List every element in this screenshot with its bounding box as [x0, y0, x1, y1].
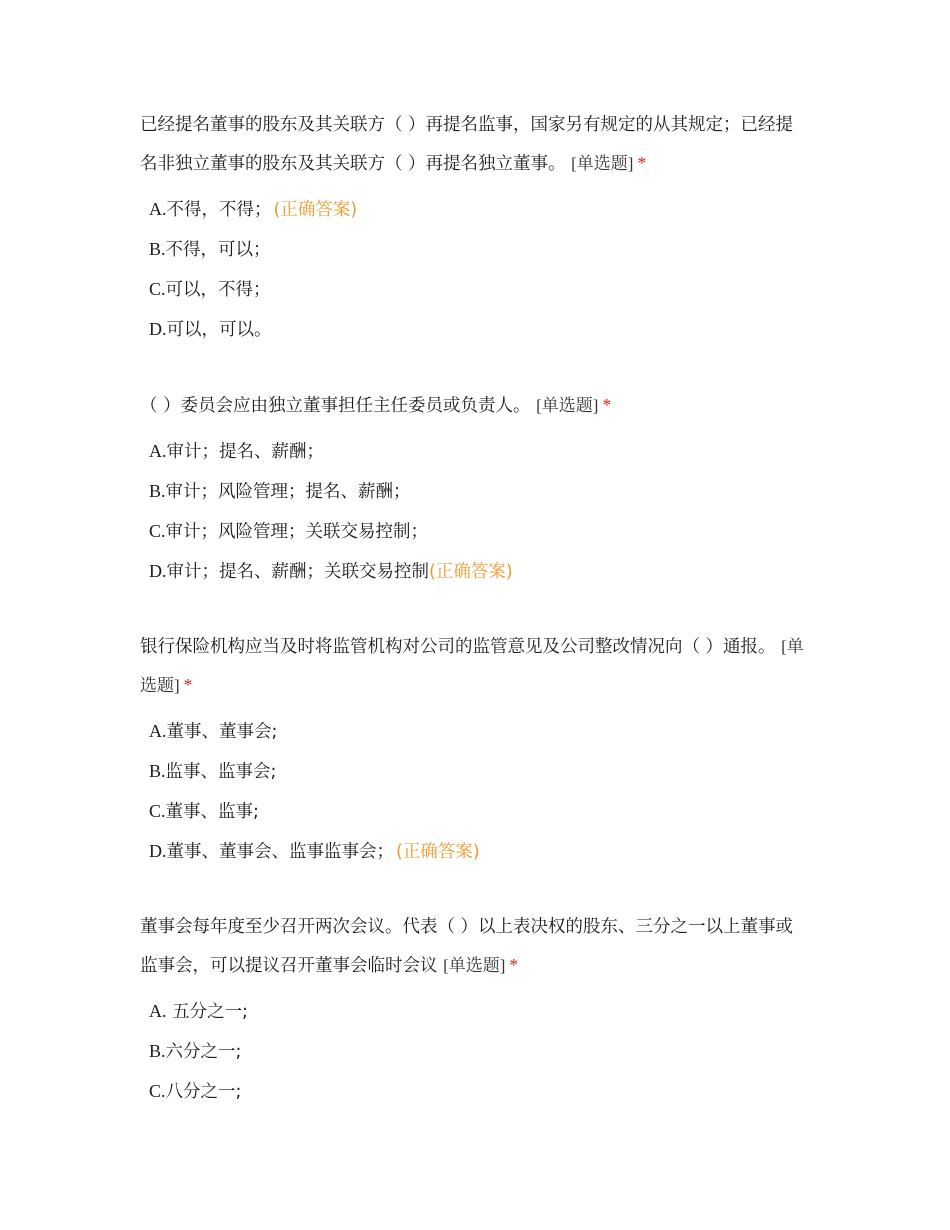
option-text: 审计；提名、薪酬；	[166, 442, 324, 462]
option-d[interactable]	[149, 551, 805, 591]
option-letter: A.	[149, 721, 167, 741]
question-type-tag: [单选题]	[140, 637, 804, 695]
option-d[interactable]	[149, 831, 805, 871]
option-d[interactable]	[149, 309, 805, 349]
question-text	[140, 628, 805, 705]
question-type-tag: [单选题]	[571, 154, 634, 173]
option-letter: C.	[149, 521, 166, 541]
option-text: 不得，可以；	[165, 240, 271, 260]
option-text: 八分之一;	[165, 1082, 242, 1102]
required-marker: *	[602, 395, 612, 415]
question-4	[140, 908, 805, 1111]
option-a[interactable]	[149, 431, 805, 471]
correct-answer-mark: (正确答案)	[429, 562, 513, 582]
option-text: 监事、监事会;	[165, 762, 277, 782]
required-marker: *	[637, 153, 647, 173]
option-letter: D.	[149, 319, 167, 339]
question-2	[140, 386, 805, 591]
correct-answer-mark: (正确答案)	[396, 842, 480, 862]
option-letter: D.	[149, 841, 167, 861]
option-list	[140, 431, 805, 591]
option-letter: A.	[149, 199, 167, 219]
option-text: 董事、董事会、监事监事会；	[166, 842, 394, 862]
option-b[interactable]	[149, 229, 805, 269]
option-text: 审计；提名、薪酬；关联交易控制	[166, 562, 429, 582]
option-letter: D.	[149, 561, 167, 581]
option-b[interactable]	[149, 471, 805, 511]
option-text: 审计；风险管理；关联交易控制；	[165, 522, 429, 542]
option-list	[140, 711, 805, 871]
option-letter: C.	[149, 1081, 166, 1101]
option-letter: A.	[149, 441, 167, 461]
question-text	[140, 908, 805, 985]
option-b[interactable]	[149, 751, 805, 791]
option-list	[140, 991, 805, 1111]
option-letter: B.	[149, 1041, 166, 1061]
question-text	[140, 106, 805, 183]
required-marker: *	[509, 955, 519, 975]
option-a[interactable]	[149, 189, 805, 229]
required-marker: *	[183, 675, 193, 695]
option-text: 董事、董事会;	[166, 722, 278, 742]
option-b[interactable]	[149, 1031, 805, 1071]
option-text: 可以，不得；	[165, 280, 271, 300]
option-a[interactable]	[149, 711, 805, 751]
option-c[interactable]	[149, 511, 805, 551]
option-text: 五分之一;	[166, 1002, 248, 1022]
question-stem: 已经提名董事的股东及其关联方（ ）再提名监事，国家另有规定的从其规定；已经提名非独立董事的股东及其关联方（ ）再提名独立董事。	[140, 115, 794, 174]
option-letter: C.	[149, 279, 166, 299]
correct-answer-mark: (正确答案)	[273, 200, 358, 220]
question-stem: 董事会每年度至少召开两次会议。代表（ ）以上表决权的股东、三分之一以上董事或监事会，可以提议召开董事会临时会议	[140, 917, 794, 976]
option-c[interactable]	[149, 791, 805, 831]
option-letter: A.	[149, 1001, 167, 1021]
question-text	[140, 386, 805, 425]
option-text: 董事、监事;	[165, 802, 259, 822]
option-text: 审计；风险管理；提名、薪酬；	[165, 482, 411, 502]
option-text: 不得，不得；	[166, 200, 272, 220]
option-text: 六分之一;	[165, 1042, 242, 1062]
option-letter: B.	[149, 481, 166, 501]
option-c[interactable]	[149, 1071, 805, 1111]
question-1	[140, 106, 805, 349]
question-3	[140, 628, 805, 871]
option-list	[140, 189, 805, 349]
option-letter: B.	[149, 761, 166, 781]
question-type-tag: [单选题]	[536, 396, 599, 415]
option-c[interactable]	[149, 269, 805, 309]
question-stem: （ ）委员会应由独立董事担任主任委员或负责人。	[140, 396, 531, 416]
option-text: 可以，可以。	[166, 320, 272, 340]
question-type-tag: [单选题]	[443, 956, 506, 975]
option-letter: C.	[149, 801, 166, 821]
option-letter: B.	[149, 239, 166, 259]
option-a[interactable]	[149, 991, 805, 1031]
question-stem: 银行保险机构应当及时将监管机构对公司的监管意见及公司整改情况向（ ）通报。	[140, 637, 776, 657]
question-list	[140, 106, 805, 1148]
